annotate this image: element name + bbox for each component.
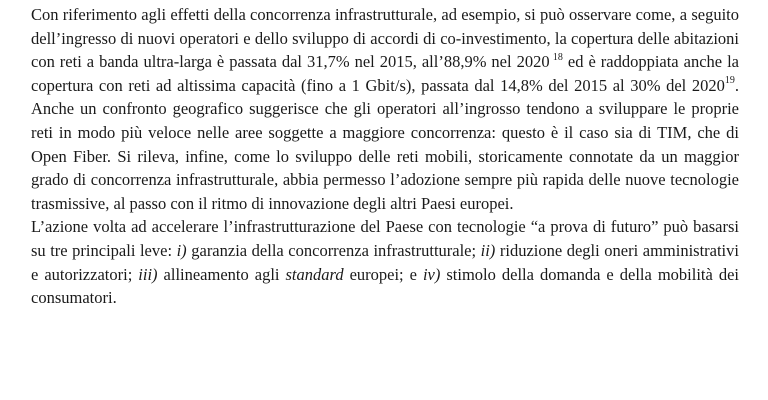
paragraph-policy-levers xyxy=(31,215,739,309)
paragraph2-text-5: europei; e xyxy=(343,264,423,284)
paragraph2-text-6: stimolo della domanda e della mobilità dei consumatori. xyxy=(31,264,739,308)
lever-marker-i: i) xyxy=(176,240,187,260)
lever-marker-ii: ii) xyxy=(480,240,496,260)
paragraph1-text-3: . Anche un confronto geografico suggerisce che gli operatori all’ingrosso tendono a sviluppare le proprie reti in modo più veloce nelle aree soggette a maggiore concorrenza: questo è il caso sia di TIM, che di Open Fiber. Si rileva, infine, come lo sviluppo delle reti mobili, storicamente connotate da un maggior grado di concorrenza infrastrutturale, abbia permesso l’adozione sempre più rapida delle nuove tecnologie trasmissive, al passo con il ritmo di innovazione degli altri Paesi europei. xyxy=(31,75,739,213)
lever-marker-iii: iii) xyxy=(138,264,158,284)
standard-italic: standard xyxy=(285,264,344,284)
footnote-ref-18[interactable]: 18 xyxy=(552,51,563,63)
paragraph2-text-4: allineamento agli xyxy=(157,264,286,284)
paragraph2-text-2: garanzia della concorrenza infrastrutturale; xyxy=(186,240,481,260)
document-page xyxy=(31,3,739,310)
paragraph2-text-3: riduzione degli oneri amministrativi e autorizzatori; xyxy=(31,240,739,284)
paragraph1-text-1: Con riferimento agli effetti della concorrenza infrastrutturale, ad esempio, si può osservare come, a seguito dell’ingresso di nuovi operatori e dello sviluppo di accordi di co-investimento, la copertura delle abitazioni con reti a banda ultra-larga è passata dal 31,7% nel 2015, all’88,9% nel 2020 xyxy=(31,5,739,72)
footnote-ref-19[interactable]: 19 xyxy=(724,75,735,87)
paragraph-infrastructure-competition xyxy=(31,3,739,215)
paragraph1-text-2: ed è raddoppiata anche la copertura con reti ad altissima capacità (fino a 1 Gbit/s), passata dal 14,8% del 2015 al 30% del 2020 xyxy=(31,52,739,95)
lever-marker-iv: iv) xyxy=(422,264,441,284)
paragraph2-text-1: L’azione volta ad accelerare l’infrastrutturazione del Paese con tecnologie “a prova di futuro” può basarsi su tre principali leve: xyxy=(31,217,739,260)
